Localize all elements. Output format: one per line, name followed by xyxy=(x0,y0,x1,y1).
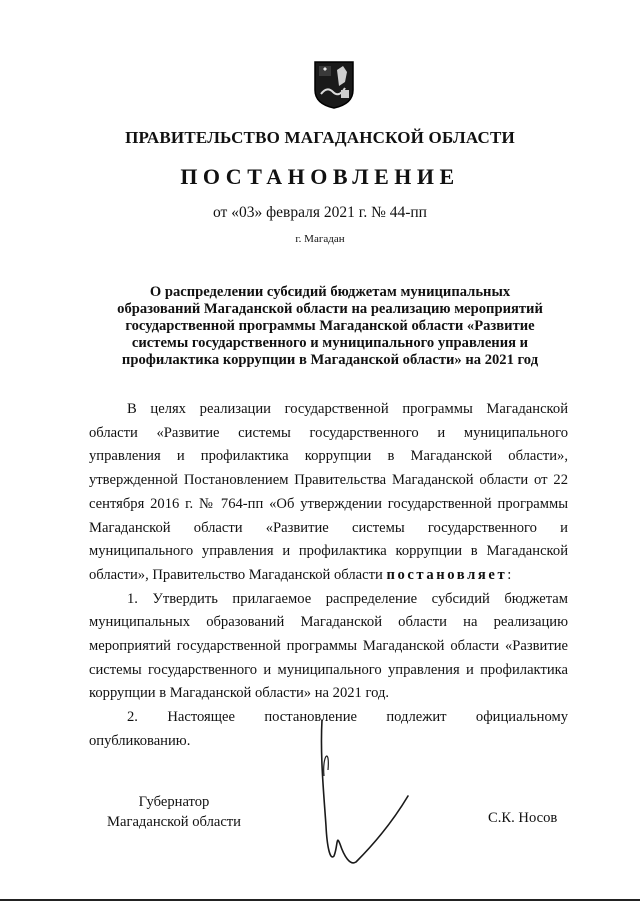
signatory-name: С.К. Носов xyxy=(488,810,558,826)
title-line: профилактика коррупции в Магаданской области» на 2021 год xyxy=(121,352,539,368)
government-name: ПРАВИТЕЛЬСТВО МАГАДАНСКОЙ ОБЛАСТИ xyxy=(125,128,515,147)
scan-edge-line xyxy=(0,899,640,901)
date-and-number: от «03» февраля 2021 г. № 44-пп xyxy=(213,204,427,221)
handwritten-signature xyxy=(300,716,420,876)
decides-colon: : xyxy=(507,566,512,583)
signatory-position xyxy=(89,792,259,832)
decides-word: постановляет xyxy=(386,566,508,583)
position-line-1: Губернатор xyxy=(138,794,210,810)
preamble-paragraph xyxy=(89,398,568,588)
city: г. Магадан xyxy=(295,233,345,245)
document-title xyxy=(100,284,560,369)
preamble-text: В целях реализации государственной программы Магаданской области «Развитие системы государственного и муниципального управления и профилактика коррупции в Магаданской области», утвержденной Постановлением Правительства Магаданской области от 22 сентября 2016 г. № 764-пп «Об утверждении государственной программы Магаданской области «Развитие системы государственного и муниципального управления и профилактика коррупции в Магаданской области», Правительство Магаданской области xyxy=(89,401,568,583)
title-line: образований Магаданской области на реализацию мероприятий xyxy=(117,301,543,317)
item-2-paragraph: 2. Настоящее постановление подлежит официальному опубликованию. xyxy=(89,709,568,749)
document-body xyxy=(89,398,568,754)
title-line: государственной программы Магаданской области «Развитие xyxy=(125,318,535,334)
title-line: системы государственного и муниципального управления и xyxy=(131,335,529,351)
coat-of-arms-icon xyxy=(313,60,355,110)
position-line-2: Магаданской области xyxy=(107,814,241,830)
title-line: О распределении субсидий бюджетам муниципальных xyxy=(149,284,511,300)
item-1-paragraph: 1. Утвердить прилагаемое распределение субсидий бюджетам муниципальных образований Магаданской области на реализацию мероприятий государственной программы Магаданской области «Развитие системы государственного и муниципального управления и профилактика коррупции в Магаданской области» на 2021 год. xyxy=(89,590,568,702)
document-type: ПОСТАНОВЛЕНИЕ xyxy=(180,164,460,189)
